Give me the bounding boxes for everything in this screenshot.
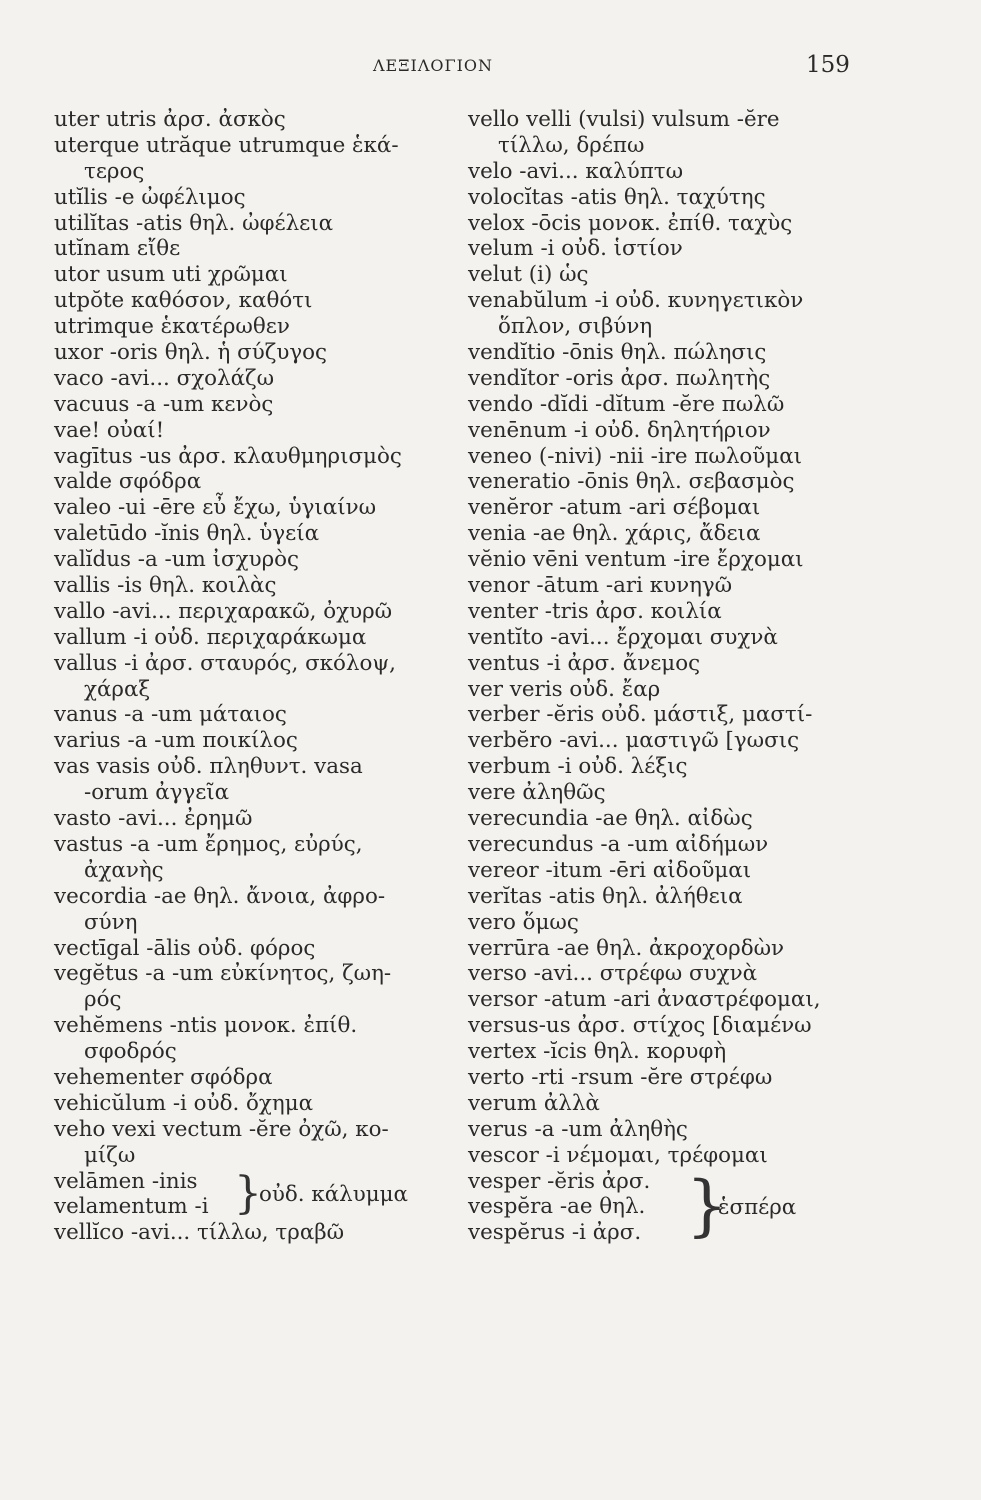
dictionary-entry: verus -a -um ἀληθὴς — [468, 1116, 688, 1142]
dictionary-entry: utĭlis -e ὠφέλιμος — [54, 184, 246, 210]
dictionary-entry: vehementer σφόδρα — [54, 1064, 273, 1090]
dictionary-entry: vaco -avi... σχολάζω — [54, 365, 275, 391]
dictionary-entry: vendo -dĭdi -dĭtum -ĕre πωλῶ — [468, 391, 785, 417]
shared-gloss: οὐδ. κάλυμμα — [259, 1181, 408, 1207]
dictionary-entry: velamentum -i — [54, 1194, 209, 1220]
dictionary-entry: vespĕrus -i ἀρσ. — [468, 1220, 642, 1246]
dictionary-entry: vallis -is θηλ. κοιλὰς — [54, 573, 277, 599]
dictionary-entry: valde σφόδρα — [54, 469, 202, 495]
dictionary-entry: τίλλω, δρέπω — [498, 132, 645, 158]
dictionary-entry: τερος — [84, 158, 145, 184]
dictionary-entry: utilĭtas -atis θηλ. ὠφέλεια — [54, 210, 334, 236]
dictionary-entry: vacuus -a -um κενὸς — [54, 391, 274, 417]
dictionary-entry: veho vexi vectum -ĕre ὀχῶ, κο- — [54, 1116, 389, 1142]
dictionary-entry: velāmen -inis — [54, 1168, 198, 1194]
dictionary-entry: vendĭtio -ōnis θηλ. πώλησις — [468, 340, 767, 366]
dictionary-entry: vae! οὐαί! — [54, 417, 165, 443]
dictionary-entry: -orum ἀγγεῖα — [84, 780, 230, 806]
dictionary-entry: utor usum uti χρῶμαι — [54, 262, 288, 288]
shared-gloss: ἑσπέρα — [718, 1194, 797, 1220]
right-column — [468, 107, 918, 1246]
dictionary-entry: verbum -i οὐδ. λέξις — [468, 754, 688, 780]
dictionary-entry: valeo -ui -ēre εὖ ἔχω, ὑγιαίνω — [54, 495, 377, 521]
dictionary-entry: varius -a -um ποικίλος — [54, 728, 298, 754]
dictionary-entry: verber -ĕris οὐδ. μάστιξ, μαστί- — [468, 702, 813, 728]
dictionary-entry: vello velli (vulsi) vulsum -ĕre — [468, 107, 780, 132]
dictionary-entry: vesper -ĕris ἀρσ. — [468, 1168, 651, 1194]
dictionary-entry: vertex -ĭcis θηλ. κορυφὴ — [468, 1039, 727, 1065]
dictionary-entry: vehicŭlum -i οὐδ. ὄχημα — [54, 1090, 314, 1116]
dictionary-entry: versus-us ἀρσ. στίχος [διαμένω — [468, 1013, 812, 1039]
dictionary-entry: vegĕtus -a -um εὐκίνητος, ζωη- — [54, 961, 392, 987]
dictionary-entry: uter utris ἀρσ. ἀσκὸς — [54, 107, 286, 132]
brace-glyph: } — [686, 1166, 728, 1244]
dictionary-entry: uxor -oris θηλ. ἡ σύζυγος — [54, 340, 328, 366]
dictionary-entry: utpŏte καθόσον, καθότι — [54, 288, 313, 314]
dictionary-entry: vendĭtor -oris ἀρσ. πωλητὴς — [468, 365, 771, 391]
left-bracket-group — [54, 1169, 464, 1221]
brace-glyph: } — [234, 1167, 262, 1219]
dictionary-entry: ver veris οὐδ. ἔαρ — [468, 676, 661, 702]
dictionary-entry: vellĭco -avi... τίλλω, τραβῶ — [54, 1220, 345, 1246]
dictionary-entry: uterque utrăque utrumque ἑκά- — [54, 132, 399, 158]
dictionary-entry: velut (i) ὡς — [468, 262, 589, 288]
page-header — [0, 52, 981, 84]
dictionary-entry: σφοδρός — [84, 1039, 177, 1065]
dictionary-entry: vasto -avi... ἐρημῶ — [54, 806, 253, 832]
dictionary-entry: vere ἀληθῶς — [468, 780, 606, 806]
dictionary-entry: vas vasis οὐδ. πληθυντ. vasa — [54, 754, 363, 780]
dictionary-entry: veneo (-nivi) -nii -ire πωλοῦμαι — [468, 443, 803, 469]
dictionary-entry: vespĕra -ae θηλ. — [468, 1194, 646, 1220]
dictionary-entry: verecundia -ae θηλ. αἰδὼς — [468, 806, 753, 832]
dictionary-entry: vectīgal -ālis οὐδ. φόρος — [54, 935, 316, 961]
dictionary-entry: utĭnam εἴθε — [54, 236, 181, 262]
dictionary-entry: vagītus -us ἀρσ. κλαυθμηρισμὸς — [54, 443, 402, 469]
dictionary-entry: venēnum -i οὐδ. δηλητήριον — [468, 417, 771, 443]
dictionary-entry: ρός — [84, 987, 122, 1013]
dictionary-entry: verrūra -ae θηλ. ἀκροχορδὼν — [468, 935, 785, 961]
dictionary-entry: velum -i οὐδ. ἱστίον — [468, 236, 683, 262]
dictionary-entry: vero ὅμως — [468, 909, 579, 935]
dictionary-entry: venter -tris ἀρσ. κοιλία — [468, 598, 722, 624]
dictionary-entry: verum ἀλλὰ — [468, 1090, 600, 1116]
dictionary-entry: verĭtas -atis θηλ. ἀλήθεια — [468, 883, 743, 909]
dictionary-entry: vastus -a -um ἔρημος, εὐρύς, — [54, 831, 363, 857]
dictionary-entry: ventus -i ἀρσ. ἄνεμος — [468, 650, 701, 676]
dictionary-entry: valĭdus -a -um ἰσχυρὸς — [54, 547, 300, 573]
left-column — [54, 107, 464, 1246]
page-number: 159 — [806, 52, 850, 78]
dictionary-entry: verecundus -a -um αἰδήμων — [468, 831, 769, 857]
dictionary-entry: vallum -i οὐδ. περιχαράκωμα — [54, 624, 367, 650]
dictionary-entry: velox -ōcis μονοκ. ἐπίθ. ταχὺς — [468, 210, 793, 236]
dictionary-entry: ἀχανὴς — [84, 857, 164, 883]
dictionary-entry: vecordia -ae θηλ. ἄνοια, ἀφρο- — [54, 883, 386, 909]
dictionary-entry: vallus -i ἀρσ. σταυρός, σκόλοψ, — [54, 650, 396, 676]
dictionary-entry: σύνη — [84, 909, 138, 935]
dictionary-entry: valetūdo -ĭnis θηλ. ὑγεία — [54, 521, 320, 547]
right-bracket-group — [468, 1166, 918, 1247]
dictionary-entry: vallo -avi... περιχαρακῶ, ὀχυρῶ — [54, 598, 393, 624]
dictionary-entry: vĕnio vēni ventum -ire ἔρχομαι — [468, 547, 804, 573]
dictionary-entry: verto -rti -rsum -ĕre στρέφω — [468, 1064, 773, 1090]
dictionary-entry: venia -ae θηλ. χάρις, ἄδεια — [468, 521, 761, 547]
dictionary-entry: vanus -a -um μάταιος — [54, 702, 287, 728]
dictionary-entry: versor -atum -ari ἀναστρέφομαι, — [468, 987, 821, 1013]
dictionary-entry: volocĭtas -atis θηλ. ταχύτης — [468, 184, 766, 210]
dictionary-entry: venor -ātum -ari κυνηγῶ — [468, 573, 733, 599]
dictionary-entry: χάραξ — [84, 676, 151, 702]
dictionary-entry: venĕror -atum -ari σέβομαι — [468, 495, 761, 521]
dictionary-entry: vehĕmens -ntis μονοκ. ἐπίθ. — [54, 1013, 358, 1039]
dictionary-entry: veneratio -ōnis θηλ. σεβασμὸς — [468, 469, 795, 495]
dictionary-entry: ὅπλον, σιβύνη — [498, 314, 653, 340]
dictionary-entry: utrimque ἑκατέρωθεν — [54, 314, 290, 340]
dictionary-entry: verbĕro -avi... μαστιγῶ [γωσις — [468, 728, 800, 754]
dictionary-entry: μίζω — [84, 1142, 136, 1168]
dictionary-entry: vescor -i νέμομαι, τρέφομαι — [468, 1142, 768, 1168]
dictionary-entry: vereor -itum -ēri αἰδοῦμαι — [468, 857, 752, 883]
page-title: ΛΕΞΙΛΟΓΙΟΝ — [373, 56, 494, 75]
dictionary-entry: verso -avi... στρέφω συχνὰ — [468, 961, 758, 987]
dictionary-entry: velo -avi... καλύπτω — [468, 158, 684, 184]
dictionary-entry: venabŭlum -i οὐδ. κυνηγετικὸν — [468, 288, 804, 314]
dictionary-entry: ventĭto -avi... ἔρχομαι συχνὰ — [468, 624, 778, 650]
